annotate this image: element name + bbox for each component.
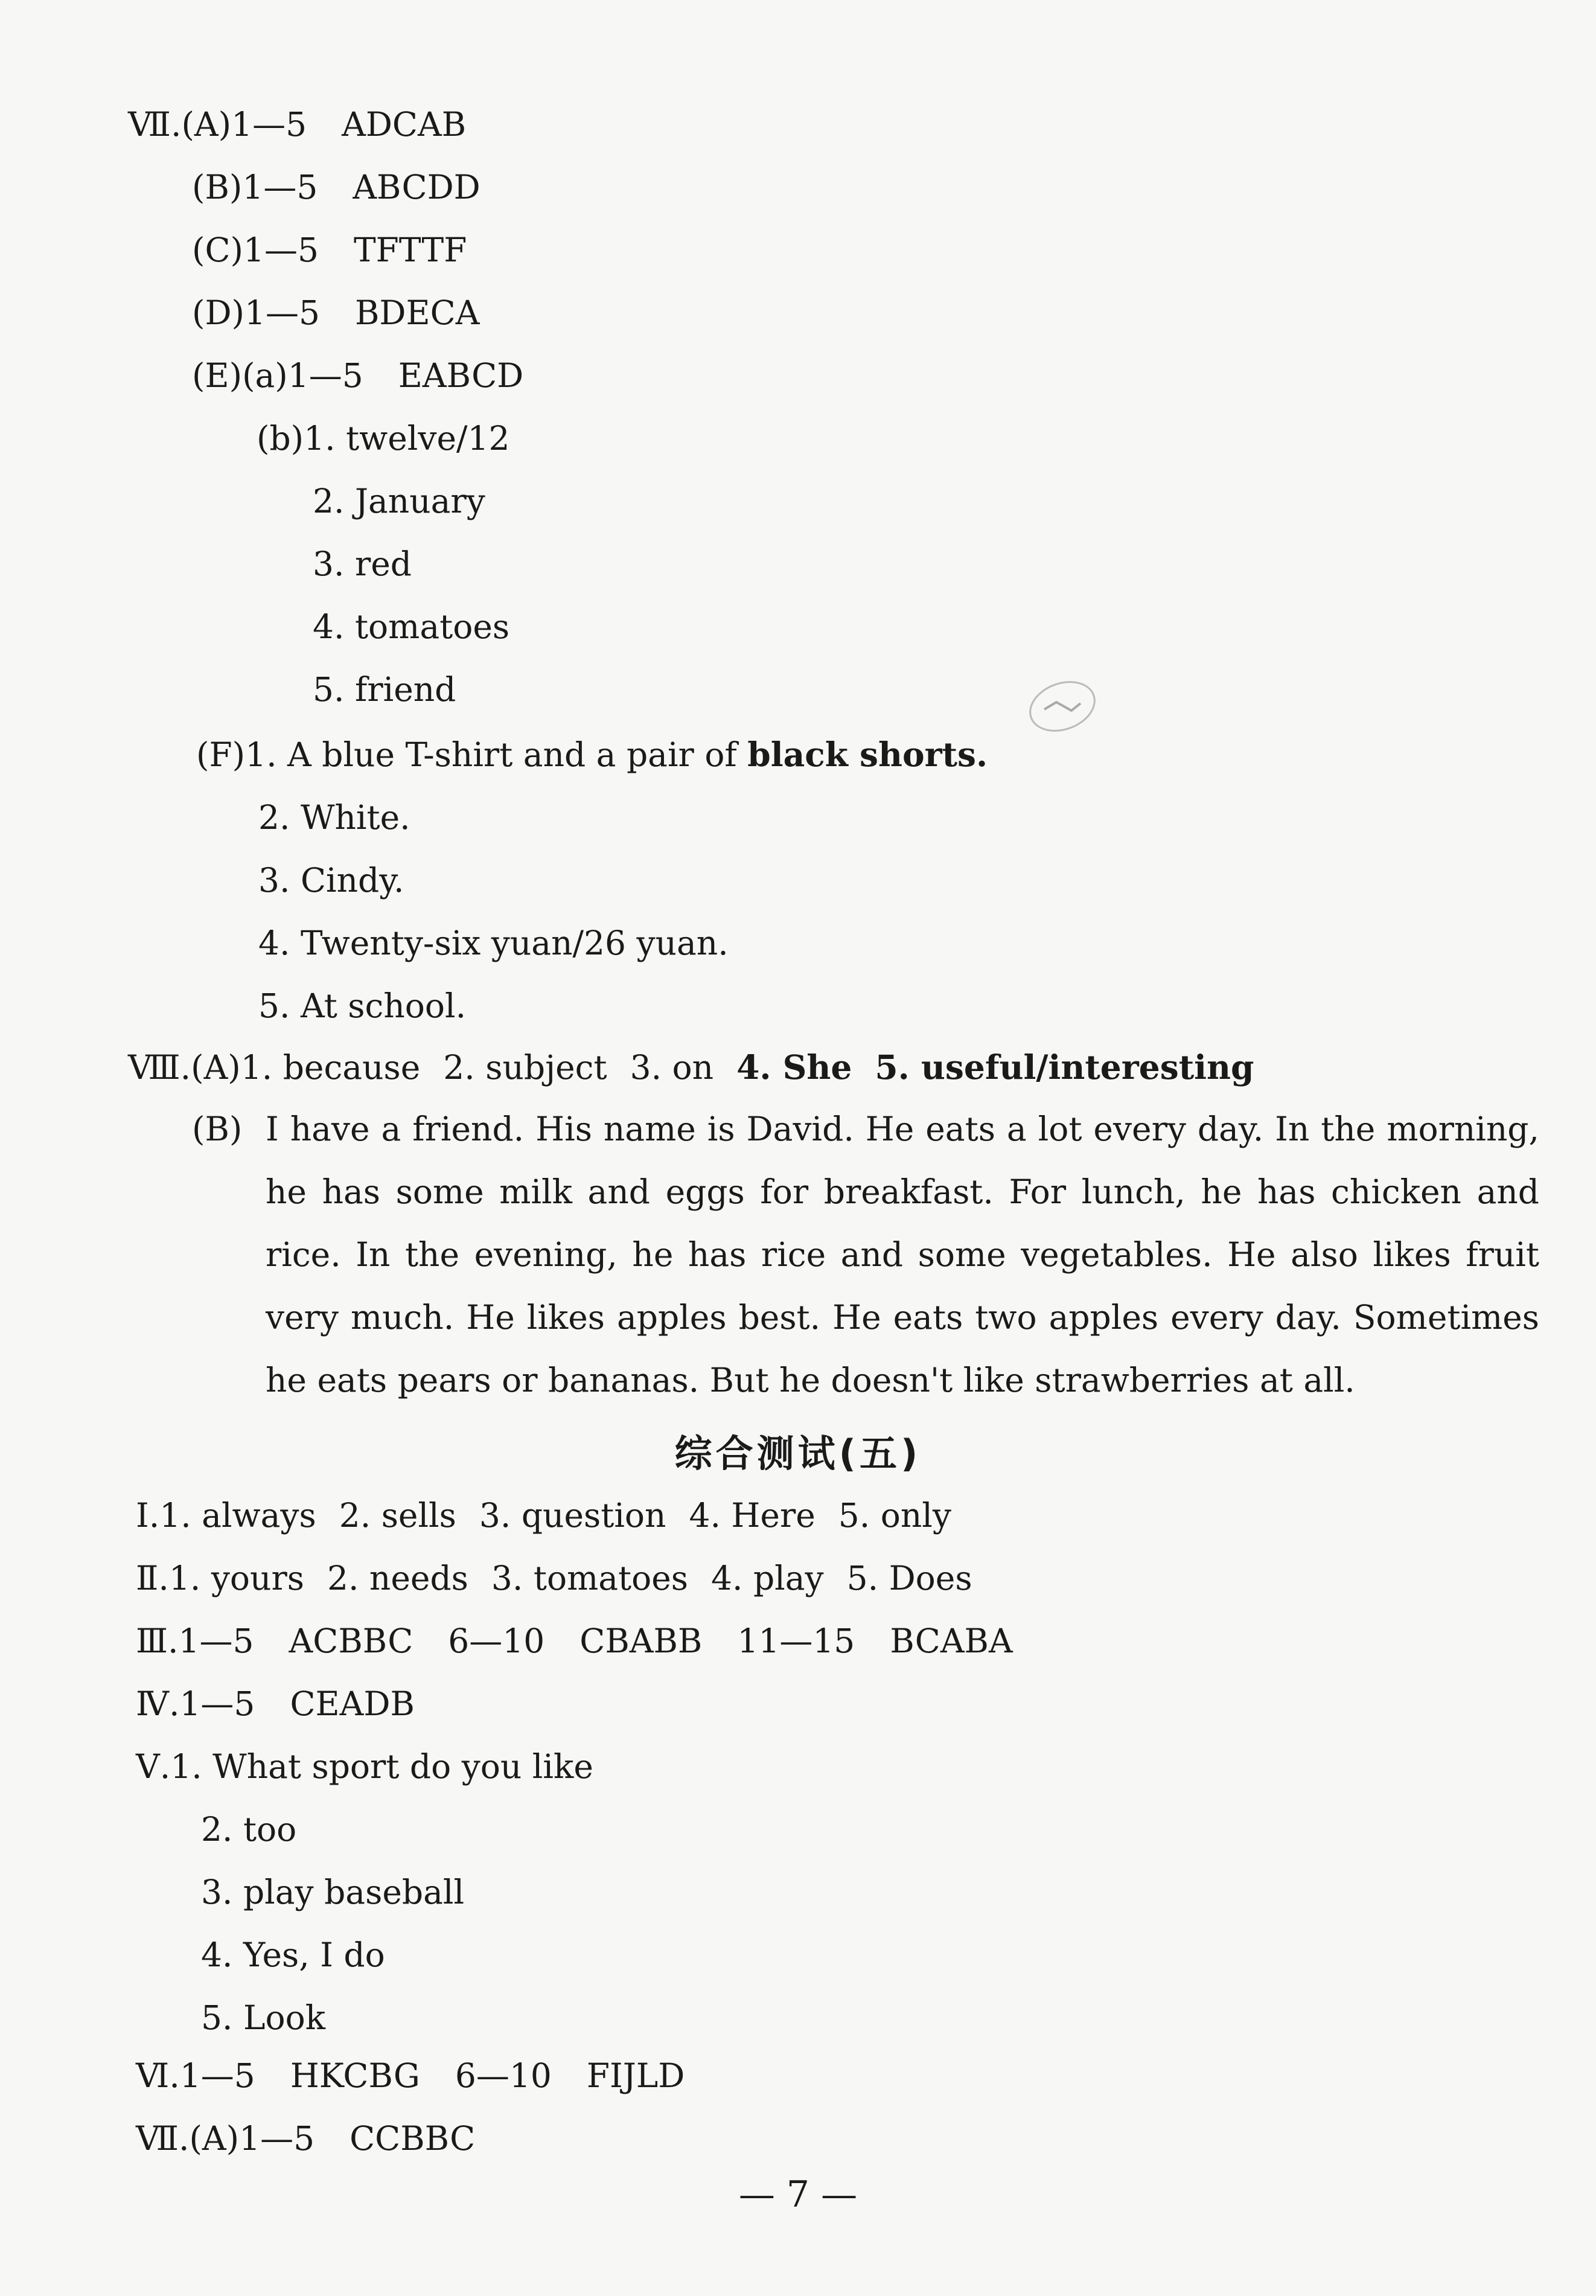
t5-v-1: Ⅴ.1. What sport do you like bbox=[136, 1747, 593, 1786]
s7-eb-3: 3. red bbox=[313, 545, 412, 583]
t5-ii-line: Ⅱ.1. yours 2. needs 3. tomatoes 4. play 5. Does bbox=[136, 1559, 972, 1597]
s7-c-line: (C)1—5 TFTTF bbox=[192, 231, 467, 269]
s7-eb-4: 4. tomatoes bbox=[313, 607, 510, 646]
test5-title: 综合测试(五) bbox=[674, 1431, 922, 1476]
s7-f-1: (F)1. A blue T-shirt and a pair of black shorts. bbox=[196, 735, 988, 774]
t5-v-3: 3. play baseball bbox=[201, 1873, 465, 1911]
t5-i-line: Ⅰ.1. always 2. sells 3. question 4. Here 5. only bbox=[136, 1496, 951, 1535]
t5-iv-line: Ⅳ.1—5 CEADB bbox=[136, 1684, 415, 1723]
s7-d-line: (D)1—5 BDECA bbox=[192, 293, 480, 332]
s7-eb-1: (b)1. twelve/12 bbox=[257, 419, 510, 458]
s7-f-2: 2. White. bbox=[258, 798, 410, 837]
t5-v-5: 5. Look bbox=[201, 1998, 326, 2037]
s8-b-label: (B) bbox=[192, 1110, 243, 1148]
s7-b-line: (B)1—5 ABCDD bbox=[192, 168, 480, 206]
t5-iii-line: Ⅲ.1—5 ACBBC 6—10 CBABB 11—15 BCABA bbox=[136, 1622, 1013, 1660]
t5-v-2: 2. too bbox=[201, 1810, 297, 1849]
s7-a-line: Ⅶ.(A)1—5 ADCAB bbox=[128, 105, 467, 144]
s7-eb-2: 2. January bbox=[313, 482, 485, 520]
smudge-stamp bbox=[1020, 673, 1105, 740]
s7-f-3: 3. Cindy. bbox=[258, 861, 404, 900]
s7-e-line: (E)(a)1—5 EABCD bbox=[192, 356, 524, 395]
s7-f-4: 4. Twenty-six yuan/26 yuan. bbox=[258, 924, 729, 962]
t5-vi-line: Ⅵ.1—5 HKCBG 6—10 FIJLD bbox=[136, 2056, 685, 2095]
page-number: — 7 — bbox=[738, 2173, 858, 2216]
t5-vii-line: Ⅶ.(A)1—5 CCBBC bbox=[136, 2119, 476, 2158]
s7-eb-5: 5. friend bbox=[313, 670, 456, 709]
t5-v-4: 4. Yes, I do bbox=[201, 1936, 385, 1974]
s8-b-paragraph: I have a friend. His name is David. He eats a lot every day. In the morning, he has some milk and eggs for breakfast. For lunch, he has chicken and rice. In the evening, he has rice and some vegetables. He also likes fruit very much. He likes apples best. He eats two apples every day. Sometimes he eats pears or bananas. But he doesn't like strawberries at all. bbox=[266, 1110, 1539, 1399]
s7-f-5: 5. At school. bbox=[258, 987, 467, 1025]
s7-label: Ⅶ. bbox=[128, 105, 182, 144]
s8-a-line: Ⅷ.(A)1. because 2. subject 3. on 4. She 5. useful/interesting bbox=[128, 1047, 1254, 1087]
